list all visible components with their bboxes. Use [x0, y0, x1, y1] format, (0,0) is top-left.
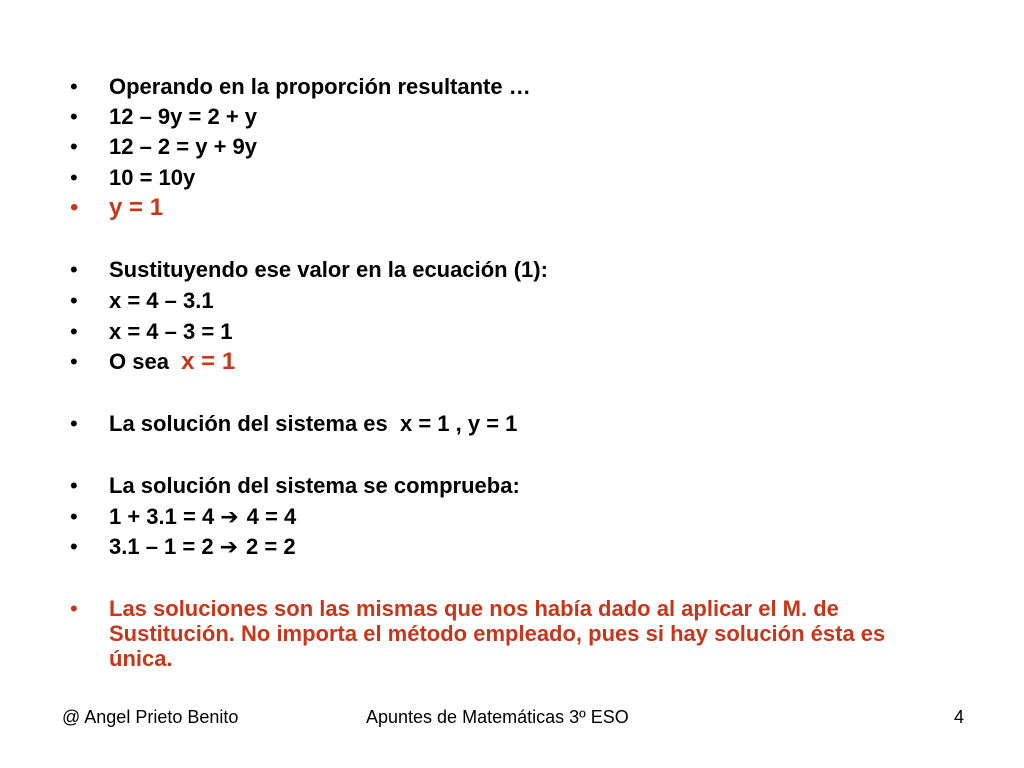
- bullet-text: Sustituyendo ese valor en la ecuación (1):: [109, 257, 548, 282]
- bullet-marker: •: [70, 104, 78, 129]
- bullet-marker: •: [70, 257, 78, 282]
- footer-page-number: 4: [954, 707, 965, 727]
- bullet-text: 10 = 10y: [109, 165, 196, 190]
- bullet-marker: •: [70, 194, 79, 221]
- conclusion-text: Las soluciones son las mismas que nos había dado al aplicar el M. de Sustitución. No importa el método empleado, pues si hay solución ésta es única.: [109, 596, 886, 671]
- check-left-text: 1 + 3.1 = 4: [109, 504, 215, 529]
- check-right-text: 2 = 2: [246, 534, 296, 559]
- bullet-text: La solución del sistema se comprueba:: [109, 473, 520, 498]
- o-sea-text: O sea: [109, 349, 182, 374]
- bullet-marker: •: [70, 74, 78, 99]
- footer-author: @ Angel Prieto Benito: [62, 707, 239, 727]
- bullet-marker: •: [70, 411, 78, 436]
- bullet-text: [109, 504, 296, 530]
- bullet-marker: •: [70, 134, 78, 159]
- bullet-marker: •: [70, 473, 78, 498]
- bullet-text: 12 – 2 = y + 9y: [109, 134, 258, 159]
- bullet-text: [109, 534, 296, 560]
- bullet-text: La solución del sistema es x = 1 , y = 1: [109, 411, 518, 436]
- bullet-marker: •: [70, 596, 78, 621]
- bullet-marker: •: [70, 165, 78, 190]
- bullet-marker: •: [70, 288, 78, 313]
- bullet-text: 12 – 9y = 2 + y: [109, 104, 258, 129]
- right-arrow-icon: ➔: [219, 534, 239, 559]
- result-x-text: x = 1: [181, 348, 236, 375]
- bullet-text: [109, 349, 235, 375]
- bullet-text: x = 4 – 3.1: [109, 288, 214, 313]
- bullet-marker: •: [70, 319, 78, 344]
- footer-course: Apuntes de Matemáticas 3º ESO: [366, 707, 629, 727]
- bullet-text: Operando en la proporción resultante …: [109, 74, 531, 99]
- bullet-marker: •: [70, 504, 78, 529]
- check-right-text: 4 = 4: [246, 504, 297, 529]
- bullet-marker: •: [70, 349, 78, 374]
- right-arrow-icon: ➔: [220, 504, 239, 529]
- bullet-marker: •: [70, 534, 78, 559]
- bullet-text: x = 4 – 3 = 1: [109, 319, 233, 344]
- result-y-text: y = 1: [109, 194, 164, 221]
- check-left-text: 3.1 – 1 = 2: [109, 534, 214, 559]
